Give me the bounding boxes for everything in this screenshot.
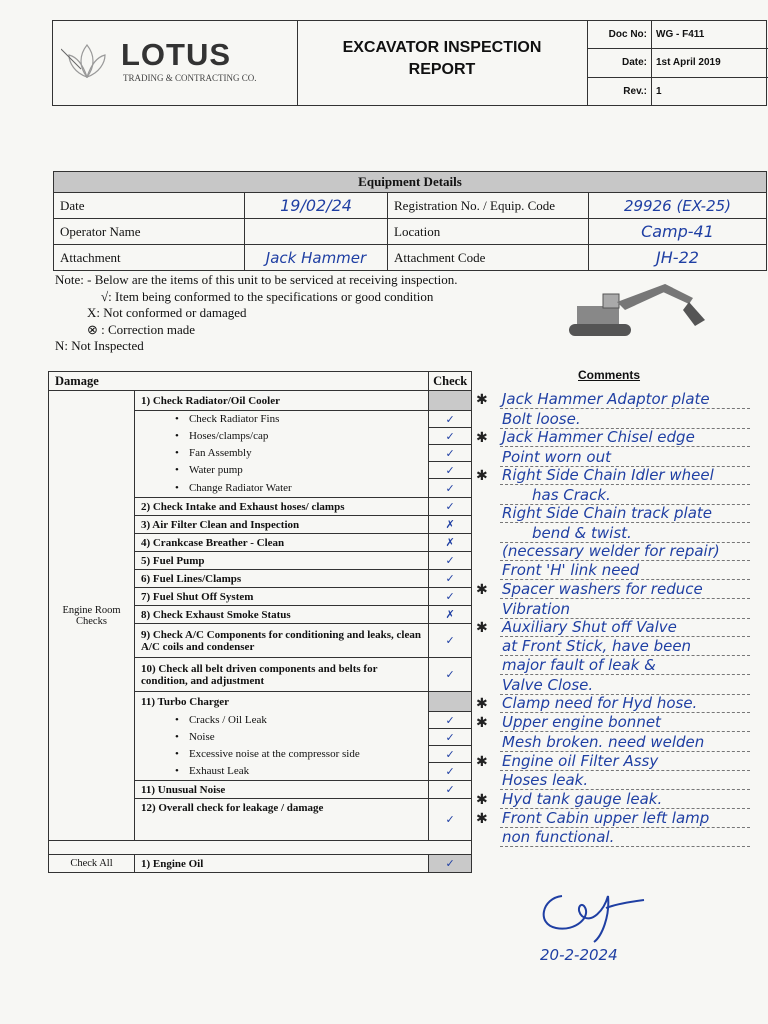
checklist-item: 3) Air Filter Clean and Inspection bbox=[134, 516, 428, 534]
attachment-code-label: Attachment Code bbox=[388, 245, 589, 271]
comment-line: Auxiliary Shut off Valve bbox=[502, 618, 677, 636]
company-subtitle: TRADING & CONTRACTING CO. bbox=[123, 73, 257, 83]
check-cell[interactable]: ✓ bbox=[429, 428, 472, 445]
comment-line: Jack Hammer Adaptor plate bbox=[502, 390, 710, 408]
asterisk-icon: ✱ bbox=[476, 754, 488, 770]
location-label: Location bbox=[388, 219, 589, 245]
comment-line: bend & twist. bbox=[532, 524, 632, 542]
check-cell[interactable]: ✓ bbox=[429, 479, 472, 498]
checklist-item: • Excessive noise at the compressor side bbox=[134, 746, 428, 763]
registration-label: Registration No. / Equip. Code bbox=[388, 193, 589, 219]
comment-line: Clamp need for Hyd hose. bbox=[502, 694, 698, 712]
asterisk-icon: ✱ bbox=[476, 582, 488, 598]
document-header bbox=[52, 20, 767, 106]
asterisk-icon: ✱ bbox=[476, 430, 488, 446]
check-cell[interactable]: ✓ bbox=[429, 462, 472, 479]
engine-oil-check[interactable]: ✓ bbox=[429, 855, 472, 873]
comment-rule bbox=[500, 408, 750, 409]
engine-room-checks-label: Engine Room Checks bbox=[49, 391, 135, 841]
checklist-item: 9) Check A/C Components for conditioning and leaks, clean A/C coils and condenser bbox=[134, 624, 428, 658]
check-cell[interactable]: ✓ bbox=[429, 411, 472, 428]
damage-header: Damage bbox=[49, 372, 135, 391]
asterisk-icon: ✱ bbox=[476, 792, 488, 808]
attachment-label: Attachment bbox=[54, 245, 245, 271]
note-line: X: Not conformed or damaged bbox=[87, 305, 247, 320]
comment-rule bbox=[500, 446, 750, 447]
checklist-item: 8) Check Exhaust Smoke Status bbox=[134, 606, 428, 624]
comment-rule bbox=[500, 484, 750, 485]
checklist-item: 11) Unusual Noise bbox=[134, 781, 428, 799]
asterisk-icon: ✱ bbox=[476, 696, 488, 712]
doc-no-label: Doc No: bbox=[587, 21, 652, 49]
comment-line: Vibration bbox=[502, 600, 571, 618]
date-label: Date: bbox=[587, 49, 652, 77]
checklist-item: 5) Fuel Pump bbox=[134, 552, 428, 570]
note-line: √: Item being conformed to the specifications or good condition bbox=[101, 288, 434, 304]
comment-line: Engine oil Filter Assy bbox=[502, 752, 659, 770]
checklist-item: • Change Radiator Water bbox=[134, 479, 428, 498]
checklist-item: 6) Fuel Lines/Clamps bbox=[134, 570, 428, 588]
check-cell bbox=[429, 692, 472, 712]
logo bbox=[53, 21, 298, 105]
excavator-image bbox=[565, 280, 715, 342]
comment-line: Hoses leak. bbox=[502, 771, 589, 789]
comment-line: Mesh broken. need welden bbox=[502, 733, 705, 751]
rev-label: Rev.: bbox=[587, 77, 652, 105]
company-name: LOTUS bbox=[121, 37, 232, 72]
check-cell[interactable]: ✓ bbox=[429, 712, 472, 729]
attachment-value: Jack Hammer bbox=[245, 245, 388, 271]
note-line: Note: - Below are the items of this unit to be serviced at receiving inspection. bbox=[55, 272, 458, 287]
asterisk-icon: ✱ bbox=[476, 811, 488, 827]
lotus-emblem-icon bbox=[61, 39, 113, 83]
comment-rule bbox=[500, 674, 750, 675]
asterisk-icon: ✱ bbox=[476, 468, 488, 484]
report-title-line1: EXCAVATOR INSPECTION bbox=[342, 39, 542, 56]
equipment-details-caption: Equipment Details bbox=[54, 172, 767, 193]
checklist-item: • Exhaust Leak bbox=[134, 763, 428, 781]
comment-line: Front Cabin upper left lamp bbox=[502, 809, 710, 827]
asterisk-icon: ✱ bbox=[476, 715, 488, 731]
comment-rule bbox=[500, 598, 750, 599]
checklist-item: • Fan Assembly bbox=[134, 445, 428, 462]
check-cell[interactable]: ✓ bbox=[429, 658, 472, 692]
legend-note bbox=[55, 272, 458, 355]
note-line: N: Not Inspected bbox=[55, 338, 144, 353]
check-cell[interactable]: ✗ bbox=[429, 516, 472, 534]
check-cell[interactable]: ✓ bbox=[429, 781, 472, 799]
doc-no-value: WG - F411 bbox=[652, 21, 768, 49]
asterisk-icon: ✱ bbox=[476, 392, 488, 408]
comment-line: Spacer washers for reduce bbox=[502, 580, 703, 598]
check-cell[interactable]: ✓ bbox=[429, 588, 472, 606]
comment-rule bbox=[500, 522, 750, 523]
checklist-item: • Hoses/clamps/cap bbox=[134, 428, 428, 445]
comment-line: Bolt loose. bbox=[502, 410, 581, 428]
equipment-details-table bbox=[53, 171, 767, 271]
report-title bbox=[297, 21, 588, 105]
check-cell[interactable]: ✓ bbox=[429, 570, 472, 588]
check-cell[interactable]: ✓ bbox=[429, 498, 472, 516]
check-cell[interactable]: ✗ bbox=[429, 534, 472, 552]
document-meta bbox=[587, 21, 768, 105]
comment-line: Hyd tank gauge leak. bbox=[502, 790, 663, 808]
rev-value: 1 bbox=[656, 85, 662, 97]
checklist-item: 2) Check Intake and Exhaust hoses/ clamps bbox=[134, 498, 428, 516]
checklist-item: • Noise bbox=[134, 729, 428, 746]
checklist-item: 11) Turbo Charger bbox=[134, 692, 428, 712]
check-cell[interactable]: ✓ bbox=[429, 746, 472, 763]
check-cell[interactable]: ✗ bbox=[429, 606, 472, 624]
checklist-item: • Water pump bbox=[134, 462, 428, 479]
comment-line: major fault of leak & bbox=[502, 656, 656, 674]
comment-line: (necessary welder for repair) bbox=[502, 542, 720, 560]
comment-line: Right Side Chain track plate bbox=[502, 504, 713, 522]
checklist-table bbox=[48, 371, 472, 873]
comment-line: Front 'H' link need bbox=[502, 561, 640, 579]
checklist-item: 12) Overall check for leakage / damage bbox=[134, 799, 428, 841]
asterisk-icon: ✱ bbox=[476, 620, 488, 636]
operator-label: Operator Name bbox=[54, 219, 245, 245]
checklist-item: • Cracks / Oil Leak bbox=[134, 712, 428, 729]
check-cell bbox=[429, 391, 472, 411]
check-cell[interactable]: ✓ bbox=[429, 799, 472, 841]
comment-rule bbox=[500, 846, 750, 847]
registration-value: 29926 (EX-25) bbox=[589, 193, 767, 219]
comment-line: has Crack. bbox=[532, 486, 611, 504]
check-cell[interactable]: ✓ bbox=[429, 729, 472, 746]
checklist-item: 7) Fuel Shut Off System bbox=[134, 588, 428, 606]
engine-oil-item: 1) Engine Oil bbox=[134, 855, 428, 873]
check-cell[interactable]: ✓ bbox=[429, 552, 472, 570]
checklist-item: 10) Check all belt driven components and belts for condition, and adjustment bbox=[134, 658, 428, 692]
check-cell[interactable]: ✓ bbox=[429, 624, 472, 658]
report-title-line2: REPORT bbox=[408, 61, 476, 78]
check-cell[interactable]: ✓ bbox=[429, 763, 472, 781]
comment-line: Jack Hammer Chisel edge bbox=[502, 428, 695, 446]
note-line: ⊗ : Correction made bbox=[87, 321, 195, 337]
date-field-label: Date bbox=[54, 193, 245, 219]
attachment-code-value: JH-22 bbox=[589, 245, 767, 271]
comment-line: Right Side Chain Idler wheel bbox=[502, 466, 714, 484]
comment-line: Valve Close. bbox=[502, 676, 594, 694]
comment-line: Point worn out bbox=[502, 448, 611, 466]
checklist-item: 4) Crankcase Breather - Clean bbox=[134, 534, 428, 552]
check-cell[interactable]: ✓ bbox=[429, 445, 472, 462]
comment-line: Upper engine bonnet bbox=[502, 713, 661, 731]
date-field-value: 19/02/24 bbox=[245, 193, 388, 219]
location-value: Camp-41 bbox=[589, 219, 767, 245]
comments-heading: Comments bbox=[578, 368, 641, 382]
signature-date: 20-2-2024 bbox=[540, 946, 618, 964]
check-all-label: Check All bbox=[49, 855, 135, 873]
comment-line: non functional. bbox=[502, 828, 615, 846]
date-value: 1st April 2019 bbox=[652, 49, 768, 77]
checklist-item: 1) Check Radiator/Oil Cooler bbox=[134, 391, 428, 411]
operator-value bbox=[245, 219, 388, 245]
comment-line: at Front Stick, have been bbox=[502, 637, 692, 655]
check-header: Check bbox=[429, 372, 472, 391]
comment-rule bbox=[500, 731, 750, 732]
checklist-item: • Check Radiator Fins bbox=[134, 411, 428, 428]
signature bbox=[532, 876, 652, 946]
